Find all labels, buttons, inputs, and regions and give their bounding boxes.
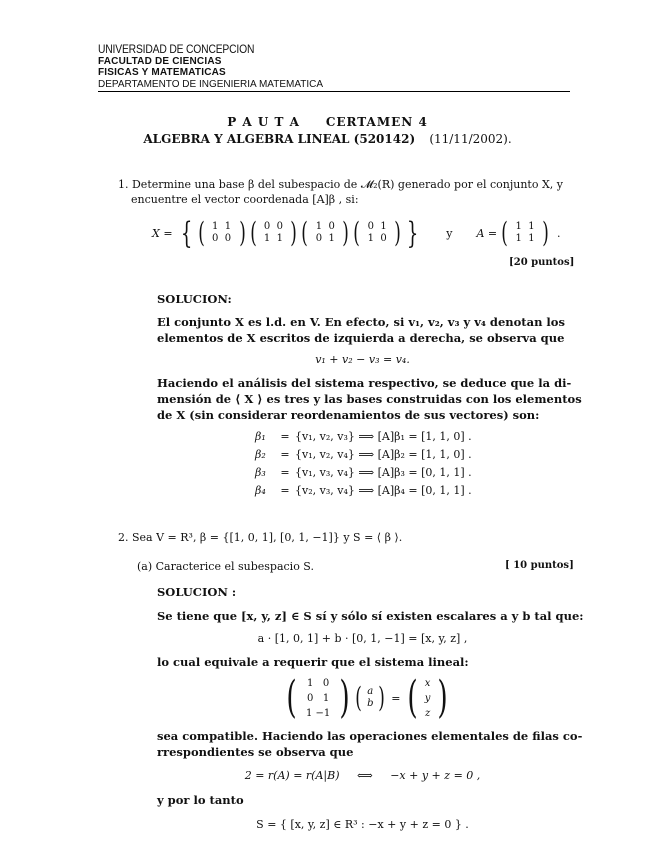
q1-points: [20 puntos]: [509, 257, 575, 268]
q1-solution-text-3: Haciendo el análisis del sistema respectivo, se deduce que la di-: [157, 376, 572, 390]
matrix-v4: ( 0 1 1 0 ): [353, 216, 401, 249]
faculty-line-1: FACULTAD DE CIENCIAS: [98, 56, 222, 67]
q2-solution-text-2: lo cual equivale a requerir que el sistema lineal:: [157, 655, 469, 669]
q1-solution-text-1: El conjunto X es l.d. en V. En efecto, si v₁, v₂, v₃ y v₄ denotan los: [157, 315, 565, 329]
university-name: UNIVERSIDAD DE CONCEPCION: [98, 42, 255, 56]
matrix-v1: ( 1 1 0 0 ): [197, 216, 246, 249]
department-name: DEPARTAMENTO DE INGENIERIA MATEMATICA: [98, 79, 324, 90]
basis-row: β₃ = {v₁, v₃, v₄} ⟹ [A]β₃ = [0, 1, 1] .: [255, 466, 472, 479]
set-X-label: X =: [152, 226, 173, 240]
q1-statement-2: encuentre el vector coordenada [A]β , si:: [131, 193, 359, 206]
faculty-line-2: FISICAS Y MATEMATICAS: [98, 67, 226, 78]
course-title: [0, 132, 655, 146]
unknowns-vector: ( a b ): [355, 681, 386, 714]
q2-solution-text-4: rrespondientes se observa que: [157, 745, 354, 759]
basis-row: β₄ = {v₂, v₃, v₄} ⟹ [A]β₄ = [0, 1, 1] .: [255, 484, 472, 497]
q1-solution-text-2: elementos de X escritos de izquierda a derecha, se observa que: [157, 331, 565, 345]
header-rule: [98, 91, 570, 92]
exam-date: (11/11/2002).: [429, 132, 512, 146]
q1-statement-1: 1. Determine una base β del subespacio de 𝓜₂(R) generado por el conjunto X, y: [118, 178, 563, 191]
q2-part-a: (a) Caracterice el subespacio S.: [137, 560, 314, 573]
q2-therefore: y por lo tanto: [157, 793, 244, 807]
q2-solution-text-1: Se tiene que [x, y, z] ∈ S sí y sólo sí existen escalares a y b tal que:: [157, 609, 584, 623]
matrix-A-label: A =: [476, 226, 498, 240]
q2-solution-text-3: sea compatible. Haciendo las operaciones elementales de filas co-: [157, 729, 583, 743]
q1-solution-text-4: mensión de ⟨ X ⟩ es tres y las bases construidas con los elementos: [157, 392, 582, 406]
q2-system-matrix: ( 1 0 0 1 1 −1 ) ( a b ) = ( x y z ): [283, 672, 451, 724]
q2-rank-condition: 2 = r(A) = r(A|B) ⟺ −x + y + z = 0 ,: [244, 769, 481, 782]
q1-set-X: X = { ( 1 1 0 0 ) ( 0 0 1 1 ) ( 1 0 0 1 ) ( 0 1 1 0 ) } y A = ( 1 1 1 1 ) .: [152, 215, 561, 251]
matrix-A: ( 1 1 1 1 ): [501, 216, 549, 249]
q1-solution-heading: SOLUCION:: [157, 292, 232, 306]
q2-linear-combination: a · [1, 0, 1] + b · [0, 1, −1] = [x, y, z] ,: [257, 632, 468, 645]
basis-row: β₂ = {v₁, v₂, v₄} ⟹ [A]β₂ = [1, 1, 0] .: [255, 448, 472, 461]
q2-statement: 2. Sea V = R³, β = {[1, 0, 1], [0, 1, −1]} y S = ⟨ β ⟩.: [118, 531, 403, 544]
q1-relation: v₁ + v₂ − v₃ = v₄.: [315, 353, 410, 366]
rhs-vector: ( x y z ): [407, 672, 448, 723]
q2-solution-heading: SOLUCION :: [157, 585, 237, 599]
q1-solution-text-5: de X (sin considerar reordenamientos de sus vectores) son:: [157, 408, 540, 422]
matrix-v3: ( 1 0 0 1 ): [301, 216, 350, 249]
and-label: y: [446, 226, 453, 240]
q2-result: S = { [x, y, z] ∈ R³ : −x + y + z = 0 } .: [256, 818, 469, 831]
course-name: ALGEBRA Y ALGEBRA LINEAL (520142): [143, 132, 416, 146]
coefficient-matrix: ( 1 0 0 1 1 −1 ): [286, 672, 350, 723]
q2-points: [ 10 puntos]: [505, 560, 574, 571]
exam-title: P A U T A CERTAMEN 4: [227, 115, 428, 129]
matrix-v2: ( 0 0 1 1 ): [249, 216, 298, 249]
basis-row: β₁ = {v₁, v₂, v₃} ⟹ [A]β₁ = [1, 1, 0] .: [255, 430, 472, 443]
